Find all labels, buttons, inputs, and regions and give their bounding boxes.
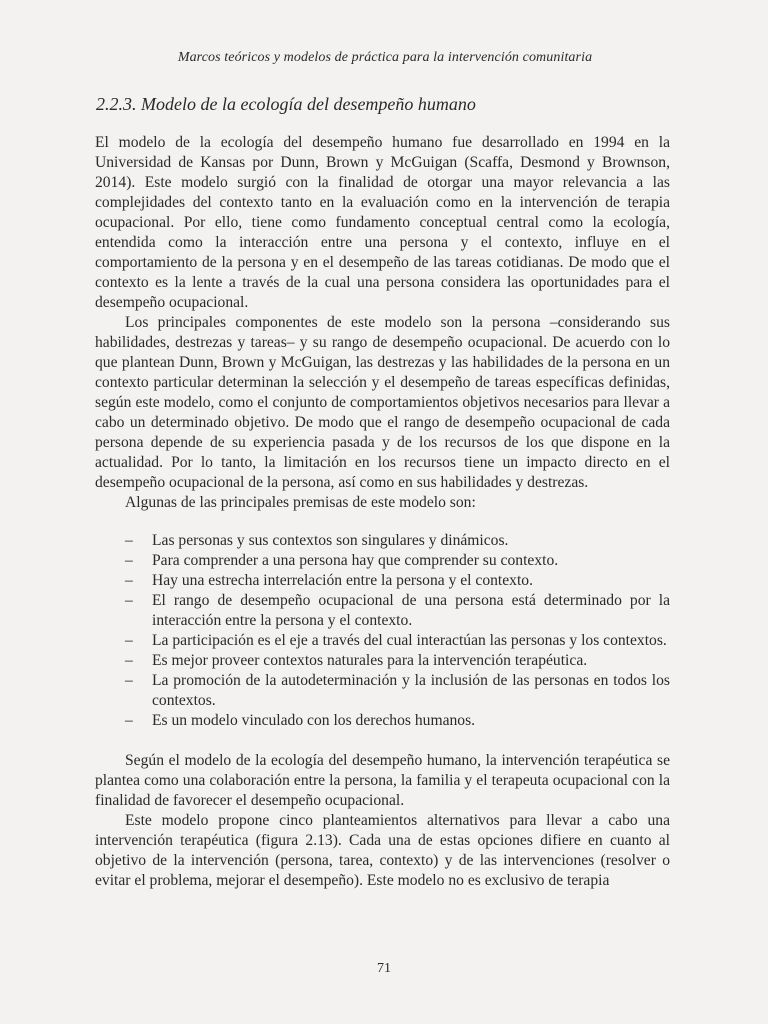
list-item: – El rango de desempeño ocupacional de una persona está determinado por la interacción entre la persona y el contexto.	[125, 592, 670, 629]
list-item: – La participación es el eje a través del cual interactúan las personas y los contextos.	[125, 632, 667, 649]
list-bullet: –	[125, 572, 133, 589]
list-item: – Es mejor proveer contextos naturales para la intervención terapéutica.	[125, 652, 588, 669]
list-bullet: –	[125, 672, 133, 689]
body-text	[95, 133, 670, 891]
section-title: 2.2.3. Modelo de la ecología del desempeño humano	[96, 94, 476, 114]
paragraph-5: Este modelo propone cinco planteamientos alternativos para llevar a cabo una intervención terapéutica (figura 2.13). Cada una de estas opciones difiere en cuanto al objetivo de la intervención (persona, tarea, contexto) y de las intervenciones (resolver o evitar el problema, mejorar el desempeño). Este modelo no es exclusivo de terapia	[95, 812, 670, 889]
list-item: – La promoción de la autodeterminación y la inclusión de las personas en todos los contextos.	[125, 672, 670, 709]
running-header: Marcos teóricos y modelos de práctica para la intervención comunitaria	[177, 50, 593, 65]
list-item: – Las personas y sus contextos son singulares y dinámicos.	[125, 532, 509, 549]
paragraph-1: El modelo de la ecología del desempeño humano fue desarrollado en 1994 en la Universidad de Kansas por Dunn, Brown y McGuigan (Scaffa, Desmond y Brownson, 2014). Este modelo surgió con la finalidad de otorgar una mayor relevancia a las complejidades del contexto tanto en la evaluación como en la intervención de terapia ocupacional. Por ello, tiene como fundamento conceptual central como la ecología, entendida como la interacción entre una persona y el contexto, influye en el comportamiento de la persona y en el desempeño de las tareas cotidianas. De modo que el contexto es la lente a través de la cual una persona considera las oportunidades para el desempeño ocupacional.	[95, 134, 670, 311]
list-bullet: –	[125, 592, 133, 609]
list-bullet: –	[125, 652, 133, 669]
premises-list	[95, 531, 670, 731]
list-item: – Para comprender a una persona hay que comprender su contexto.	[125, 552, 559, 569]
page-number: 71	[377, 961, 391, 976]
paragraph-2: Los principales componentes de este modelo son la persona –considerando sus habilidades, destrezas y tareas– y su rango de desempeño ocupacional. De acuerdo con lo que plantean Dunn, Brown y McGuigan, las destrezas y las habilidades de la persona en un contexto particular determinan la selección y el desempeño de tareas específicas definidas, según este modelo, como el conjunto de comportamientos objetivos necesarios para llevar a cabo un determinado objetivo. De modo que el rango de desempeño ocupacional de cada persona depende de su experiencia pasada y de los recursos de los que dispone en la actualidad. Por lo tanto, la limitación en los recursos tiene un impacto directo en el desempeño ocupacional de la persona, así como en sus habilidades y destrezas.	[95, 314, 670, 491]
list-bullet: –	[125, 532, 133, 549]
list-bullet: –	[125, 552, 133, 569]
list-bullet: –	[125, 712, 133, 729]
paragraph-3-list-intro: Algunas de las principales premisas de este modelo son:	[125, 494, 476, 511]
list-bullet: –	[125, 632, 133, 649]
list-item: – Es un modelo vinculado con los derechos humanos.	[125, 712, 476, 729]
list-item: – Hay una estrecha interrelación entre la persona y el contexto.	[125, 572, 534, 589]
paragraph-4: Según el modelo de la ecología del desempeño humano, la intervención terapéutica se plantea como una colaboración entre la persona, la familia y el terapeuta ocupacional con la finalidad de favorecer el desempeño ocupacional.	[95, 752, 670, 809]
